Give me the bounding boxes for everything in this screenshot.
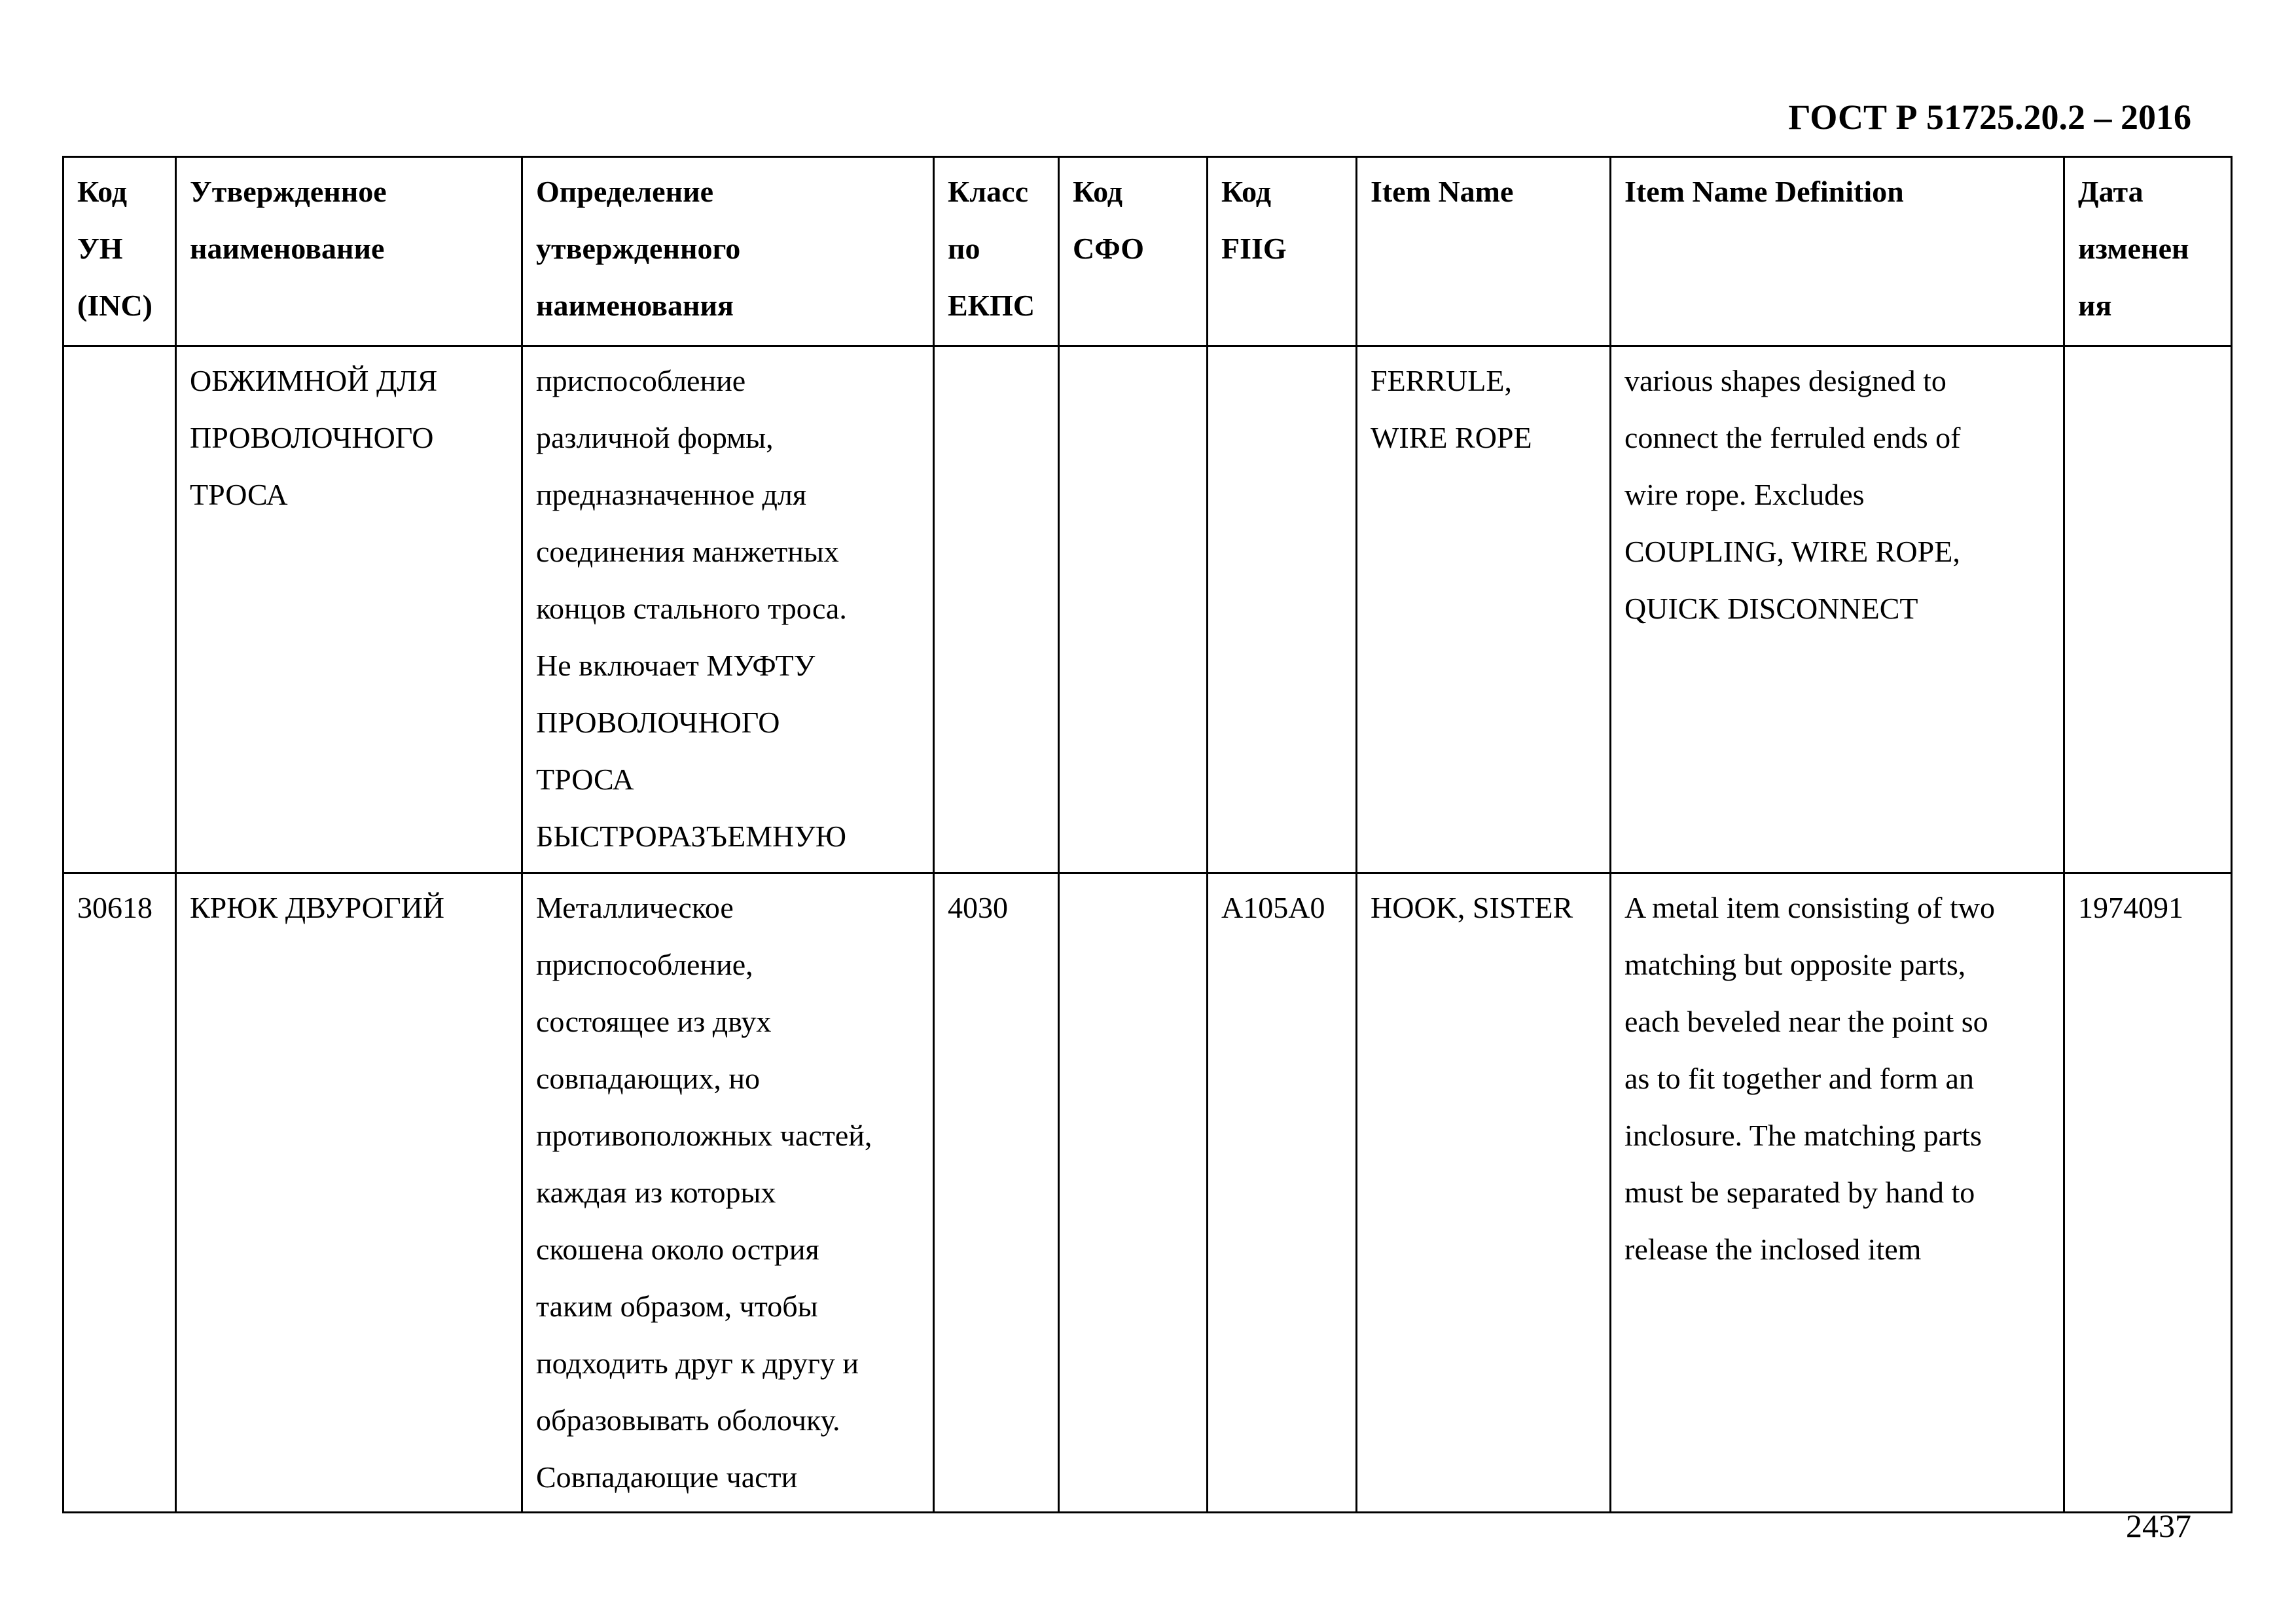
cell-inc-code: 30618: [63, 873, 176, 1513]
document-standard-code: ГОСТ Р 51725.20.2 – 2016: [1788, 98, 2191, 137]
cell-ekps-class: [934, 346, 1059, 873]
cell-change-date: [2064, 346, 2232, 873]
cell-sfo-code: [1059, 873, 1208, 1513]
cell-item-name: FERRULE, WIRE ROPE: [1357, 346, 1611, 873]
cell-approved-name: ОБЖИМНОЙ ДЛЯ ПРОВОЛОЧНОГО ТРОСА: [176, 346, 522, 873]
cell-item-name: HOOK, SISTER: [1357, 873, 1611, 1513]
cell-approved-name: КРЮК ДВУРОГИЙ: [176, 873, 522, 1513]
table-row: [63, 346, 2232, 873]
cell-item-name-definition: various shapes designed to connect the ferruled ends of wire rope. Excludes COUPLING, WIRE ROPE, QUICK DISCONNECT: [1611, 346, 2064, 873]
header-sfo-code: Код СФО: [1059, 157, 1208, 346]
header-fiig-code: Код FIIG: [1208, 157, 1357, 346]
cell-sfo-code: [1059, 346, 1208, 873]
cell-item-name-definition: A metal item consisting of two matching but opposite parts, each beveled near the point so as to fit together and form an inclosure. The matching parts must be separated by hand to release the inclosed item: [1611, 873, 2064, 1513]
header-ekps-class: Класс по ЕКПС: [934, 157, 1059, 346]
cell-name-definition: приспособление различной формы, предназначенное для соединения манжетных концов стального троса. Не включает МУФТУ ПРОВОЛОЧНОГО ТРОСА БЫСТРОРАЗЪЕМНУЮ: [522, 346, 934, 873]
cell-fiig-code: A105A0: [1208, 873, 1357, 1513]
header-approved-name: Утвержденное наименование: [176, 157, 522, 346]
cell-fiig-code: [1208, 346, 1357, 873]
header-item-name-definition: Item Name Definition: [1611, 157, 2064, 346]
cell-inc-code: [63, 346, 176, 873]
table-row: [63, 873, 2232, 1513]
header-change-date: Дата изменен ия: [2064, 157, 2232, 346]
header-inc-code: Код УН (INC): [63, 157, 176, 346]
table-header-row: [63, 157, 2232, 346]
page-number: 2437: [2126, 1507, 2191, 1544]
header-name-definition: Определение утвержденного наименования: [522, 157, 934, 346]
cell-ekps-class: 4030: [934, 873, 1059, 1513]
catalog-table: [62, 156, 2233, 1513]
header-item-name: Item Name: [1357, 157, 1611, 346]
cell-change-date: 1974091: [2064, 873, 2232, 1513]
cell-name-definition: Металлическое приспособление, состоящее из двух совпадающих, но противоположных частей, каждая из которых скошена около острия таким образом, чтобы подходить друг к другу и образовывать оболочку. Совпадающие части: [522, 873, 934, 1513]
